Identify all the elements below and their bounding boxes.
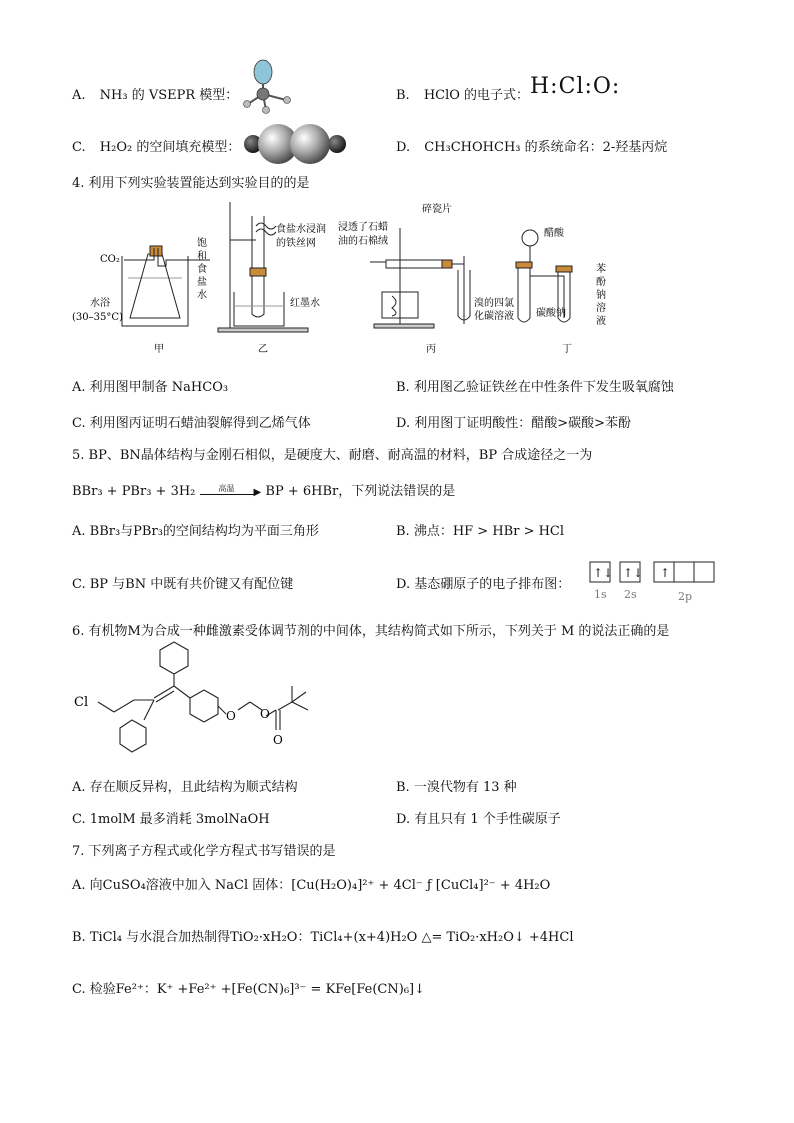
ding-acid-label: 醋酸 xyxy=(544,228,564,239)
ding-side-4: 溶 xyxy=(596,303,606,314)
oxygen-atom-3: O xyxy=(273,733,283,747)
svg-text:↑: ↑ xyxy=(660,566,671,580)
option-text: H₂O₂ 的空间填充模型： xyxy=(99,140,241,155)
yi-water-label: 红墨水 xyxy=(290,298,320,309)
q3-option-d xyxy=(396,136,667,155)
ding-salt-label: 碳酸钠 xyxy=(536,308,566,319)
q3-option-c xyxy=(72,136,240,155)
svg-text:↑↓: ↑↓ xyxy=(623,566,644,580)
q6-option-c: C. 1molM 最多消耗 3molNaOH xyxy=(72,812,270,827)
ding-side-3: 钠 xyxy=(596,290,606,301)
orbital-label-1s: 1s xyxy=(594,588,607,601)
q7-option-c: C. 检验Fe²⁺：K⁺ +Fe²⁺ +[Fe(CN)₆]³⁻ = KFe[Fe(CN)₆]↓ xyxy=(72,982,426,997)
jia-caption: 甲 xyxy=(154,344,164,355)
jia-side-1: 饱 xyxy=(197,238,207,249)
q3-option-b xyxy=(396,84,529,103)
orbital-label-2p: 2p xyxy=(678,590,693,603)
nh3-vsepr-model-icon xyxy=(236,58,300,114)
question-4-stem: 4. 利用下列实验装置能达到实验目的的是 xyxy=(72,176,310,191)
option-label: C. xyxy=(72,140,86,155)
option-label: D. xyxy=(396,140,411,155)
jia-side-2: 和 xyxy=(197,251,207,262)
jia-side-5: 水 xyxy=(197,290,207,301)
ding-side-2: 酚 xyxy=(596,277,606,288)
jia-bath-label: 水浴 xyxy=(90,298,110,309)
q5-option-b: B. 沸点：HF > HBr > HCl xyxy=(396,524,565,539)
oxygen-atom-1: O xyxy=(226,709,236,723)
q5-option-a: A. BBr₃与PBr₃的空间结构均为平面三角形 xyxy=(72,524,319,539)
question-6-stem: 6. 有机物M为合成一种雌激素受体调节剂的中间体，其结构简式如下所示，下列关于 M 的说法正确的是 xyxy=(72,624,670,639)
jia-temp-label: (30–35°C) xyxy=(72,312,123,323)
orbital-label-2s: 2s xyxy=(624,588,637,601)
equation-right: BP + 6HBr，下列说法错误的是 xyxy=(265,484,456,499)
option-label: B. xyxy=(396,88,410,103)
q4-option-d: D. 利用图丁证明酸性：醋酸>碳酸>苯酚 xyxy=(396,416,632,431)
q4-option-b: B. 利用图乙验证铁丝在中性条件下发生吸氧腐蚀 xyxy=(396,380,674,395)
yi-caption: 乙 xyxy=(258,344,268,355)
q6-option-a: A. 存在顺反异构，且此结构为顺式结构 xyxy=(72,780,298,795)
q5-option-d: D. 基态硼原子的电子排布图： xyxy=(396,577,571,592)
yi-label-2: 的铁丝网 xyxy=(276,238,316,249)
q3-option-a xyxy=(72,84,238,103)
ding-caption: 丁 xyxy=(562,344,572,355)
bing-caption: 丙 xyxy=(426,344,436,355)
q4-option-c: C. 利用图丙证明石蜡油裂解得到乙烯气体 xyxy=(72,416,311,431)
h2o2-space-filling-model-icon xyxy=(242,122,348,166)
svg-text:↑↓: ↑↓ xyxy=(593,566,614,580)
q4-option-a: A. 利用图甲制备 NaHCO₃ xyxy=(72,380,229,395)
bing-label-2: 油的石棉绒 xyxy=(338,236,388,247)
q6-option-d: D. 有且只有 1 个手性碳原子 xyxy=(396,812,561,827)
q6-option-b: B. 一溴代物有 13 种 xyxy=(396,780,517,795)
hclo-electron-formula: H:Cl:O: xyxy=(530,74,621,99)
q7-option-b: B. TiCl₄ 与水混合加热制得TiO₂·xH₂O：TiCl₄+(x+4)H₂O △= TiO₂·xH₂O↓ +4HCl xyxy=(72,930,574,945)
bing-right-2: 化碳溶液 xyxy=(474,311,514,322)
ding-side-1: 苯 xyxy=(596,264,606,275)
equation-condition: 高温 xyxy=(200,483,254,495)
yi-label-1: 食盐水浸润 xyxy=(276,224,326,235)
bing-label-1: 浸透了石蜡 xyxy=(338,222,388,233)
q5-option-c: C. BP 与BN 中既有共价键又有配位键 xyxy=(72,577,294,592)
q4-apparatus-figure xyxy=(70,196,730,362)
jia-side-3: 食 xyxy=(197,264,207,275)
option-text: CH₃CHOHCH₃ 的系统命名：2-羟基丙烷 xyxy=(424,140,668,155)
boron-orbital-diagram xyxy=(588,560,720,604)
question-7-stem: 7. 下列离子方程式或化学方程式书写错误的是 xyxy=(72,844,336,859)
bing-top-label: 碎瓷片 xyxy=(422,204,452,215)
bing-right-1: 溴的四氯 xyxy=(474,298,514,309)
option-text: NH₃ 的 VSEPR 模型： xyxy=(99,88,239,103)
equation-left: BBr₃ + PBr₃ + 3H₂ xyxy=(72,484,196,499)
oxygen-atom-2: O xyxy=(260,707,270,721)
q5-equation: BBr₃ + PBr₃ + 3H₂ 高温 ▶ BP + 6HBr，下列说法错误的是 xyxy=(72,484,456,499)
option-label: A. xyxy=(72,88,86,103)
option-text: HClO 的电子式： xyxy=(423,88,530,103)
ding-side-5: 液 xyxy=(596,316,606,327)
compound-m-structure xyxy=(70,640,330,768)
chlorine-atom-label: Cl xyxy=(74,695,89,710)
jia-side-4: 盐 xyxy=(197,277,207,288)
question-5-stem: 5. BP、BN晶体结构与金刚石相似，是硬度大、耐磨、耐高温的材料，BP 合成途径之一为 xyxy=(72,448,593,463)
jia-co2-label: CO₂ xyxy=(100,254,120,265)
q7-option-a: A. 向CuSO₄溶液中加入 NaCl 固体：[Cu(H₂O)₄]²⁺ + 4Cl⁻ ƒ [CuCl₄]²⁻ + 4H₂O xyxy=(72,878,551,893)
